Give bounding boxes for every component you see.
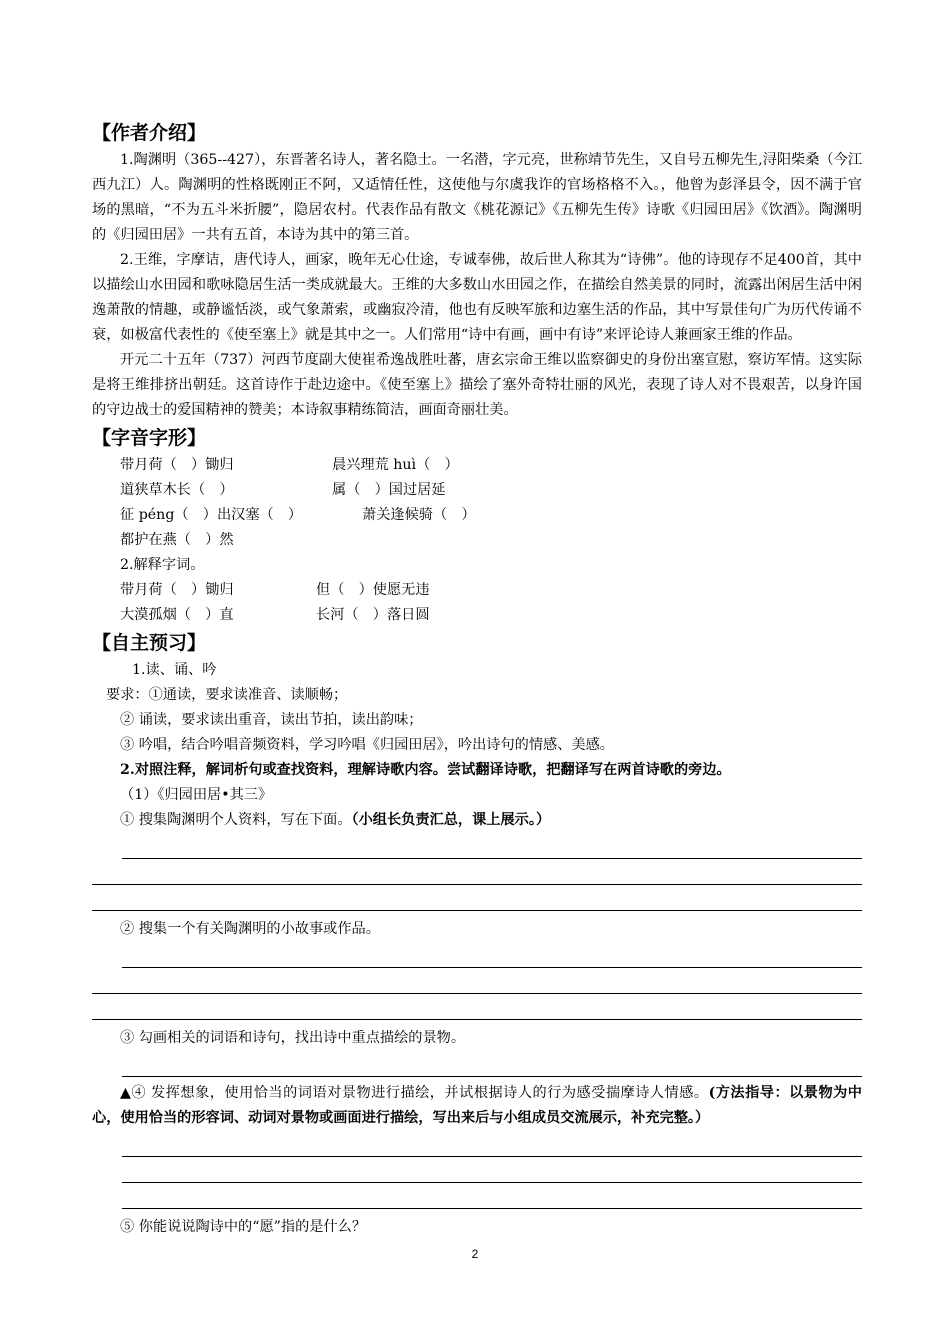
explain-item: 但（ ）使愿无违 xyxy=(316,582,430,598)
explain-item: 带月荷（ ）锄归 xyxy=(120,582,234,598)
answer-line[interactable] xyxy=(122,942,862,968)
page-number: 2 xyxy=(471,1247,479,1261)
pronunciation-row xyxy=(92,478,862,503)
preview-requirement: 要求：①通读，要求读准音、读顺畅； xyxy=(106,687,348,703)
pronunciation-item: 晨兴理荒 huì（ ） xyxy=(332,457,459,473)
question-4-text: ▲④ 发挥想象，使用恰当的词语对景物进行描绘，并试根据诗人的行为感受揣摩诗人情感。 xyxy=(120,1085,709,1101)
answer-line[interactable] xyxy=(92,968,862,994)
pronunciation-item: 萧关逢候骑（ ） xyxy=(362,507,476,523)
question-3: ③ 勾画相关的词语和诗句，找出诗中重点描绘的景物。 xyxy=(120,1030,466,1046)
author-paragraph-tao: 1.陶渊明（365--427），东晋著名诗人，著名隐士。一名潜，字元亮，世称靖节先生，又自号五柳先生,浔阳柴桑（今江西九江）人。陶渊明的性格既刚正不阿，又适情任性，这使他与尔虞我诈的官场格格不入。，他曾为彭泽县令，因不满于官场的黑暗，“不为五斗米折腰”，隐居农村。代表作品有散文《桃花源记》《五柳先生传》诗歌《归园田居》《饮酒》。陶渊明的《归园田居》一共有五首，本诗为其中的第三首。 xyxy=(92,152,862,243)
pronunciation-row: 都护在燕（ ）然 xyxy=(120,532,234,548)
answer-line[interactable] xyxy=(92,885,862,911)
explain-row xyxy=(92,578,862,603)
answer-line[interactable] xyxy=(122,1131,862,1157)
answer-line[interactable] xyxy=(92,859,862,885)
author-heading: 【作者介绍】 xyxy=(92,122,207,144)
answer-line[interactable] xyxy=(122,1051,862,1077)
pronunciation-item: 征 péng（ ）出汉塞（ ） xyxy=(120,507,303,523)
preview-step-read: 1.读、诵、吟 xyxy=(132,662,217,678)
pronunciation-row xyxy=(92,503,862,528)
pronunciation-item: 道狭草木长（ ） xyxy=(120,482,234,498)
preview-heading: 【自主预习】 xyxy=(92,632,207,654)
question-2: ② 搜集一个有关陶渊明的小故事或作品。 xyxy=(120,921,380,937)
question-1-text: ① 搜集陶渊明个人资料，写在下面。 xyxy=(120,812,352,828)
explain-words-title: 2.解释字词。 xyxy=(120,557,205,573)
pronunciation-row xyxy=(92,453,862,478)
pronunciation-item: 属（ ）国过居延 xyxy=(332,482,446,498)
document-page xyxy=(92,118,862,1240)
question-1-note: （小组长负责汇总，课上展示。） xyxy=(351,812,551,828)
question-1 xyxy=(92,808,862,833)
author-paragraph-wang: 2.王维，字摩诘，唐代诗人，画家，晚年无心仕途，专诚奉佛，故后世人称其为“诗佛”。他的诗现存不足400首，其中以描绘山水田园和歌咏隐居生活一类成就最大。王维的大多数山水田园之作，在描绘自然美景的同时，流露出闲居生活中闲逸萧散的情趣，或静谧恬淡，或气象萧索，或幽寂冷清，他也有反映军旅和边塞生活的作品，其中写景佳句广为历代传诵不衰，如极富代表性的《使至塞上》就是其中之一。人们常用“诗中有画，画中有诗”来评论诗人兼画家王维的作品。 xyxy=(92,252,862,343)
answer-line[interactable] xyxy=(122,1183,862,1209)
preview-requirement: ② 诵读，要求读出重音，读出节拍，读出韵味； xyxy=(120,712,423,728)
preview-step-annotate: 2.对照注释，解词析句或查找资料，理解诗歌内容。尝试翻译诗歌，把翻译写在两首诗歌的旁边。 xyxy=(120,762,731,778)
explain-item: 大漠孤烟（ ）直 xyxy=(120,607,234,623)
question-5: ⑤ 你能说说陶诗中的“愿”指的是什么？ xyxy=(120,1219,367,1235)
question-4 xyxy=(92,1081,862,1131)
question-4-method-note: (方法指导：以景物为中心，使用恰当的形容词、动词对景物或画面进行描绘，写出来后与小组成员交流展示，补充完整。） xyxy=(92,1085,862,1126)
preview-requirement: ③ 吟唱，结合吟唱音频资料，学习吟唱《归园田居》，吟出诗句的情感、美感。 xyxy=(120,737,614,753)
answer-line[interactable] xyxy=(122,1157,862,1183)
pronunciation-heading: 【字音字形】 xyxy=(92,427,207,449)
answer-line[interactable] xyxy=(92,994,862,1020)
pronunciation-item: 带月荷（ ）锄归 xyxy=(120,457,234,473)
explain-row xyxy=(92,603,862,628)
answer-line[interactable] xyxy=(122,833,862,859)
explain-item: 长河（ ）落日圆 xyxy=(316,607,430,623)
author-paragraph-background: 开元二十五年（737）河西节度副大使崔希逸战胜吐蕃，唐玄宗命王维以监察御史的身份出塞宣慰，察访军情。这实际是将王维排挤出朝廷。这首诗作于赴边途中。《使至塞上》描绘了塞外奇特壮丽的风光，表现了诗人对不畏艰苦，以身许国的守边战士的爱国精神的赞美；本诗叙事精练简洁，画面奇丽壮美。 xyxy=(92,352,862,418)
poem-subtitle: （1）《归园田居•其三》 xyxy=(120,787,273,803)
